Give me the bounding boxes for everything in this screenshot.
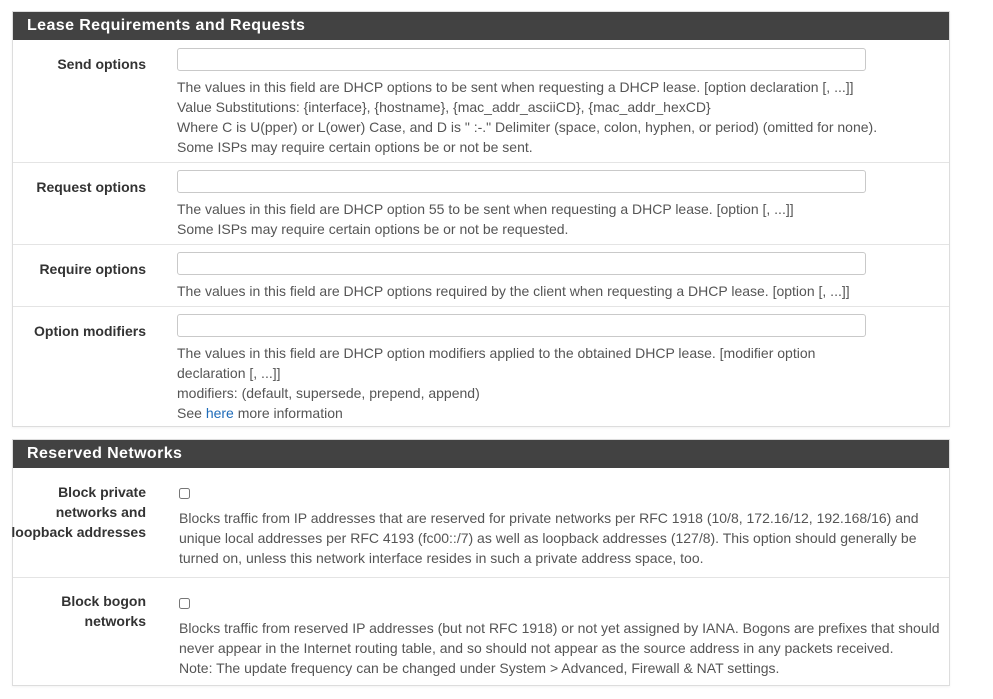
block-bogon-help: [179, 618, 941, 678]
option-modifiers-help-line: modifiers: (default, supersede, prepend, append): [177, 385, 480, 401]
send-options-help-line: Where C is U(pper) or L(ower) Case, and D is " :-." Delimiter (space, colon, hyphen, or period) (omitted for none).: [177, 119, 878, 135]
block-private-checkbox[interactable]: [179, 488, 190, 499]
lease-panel: [12, 11, 950, 427]
see-prefix: See: [177, 405, 206, 421]
send-options-help-line: Value Substitutions: {interface}, {hostname}, {mac_addr_asciiCD}, {mac_addr_hexCD}: [177, 99, 711, 115]
request-options-row: [13, 163, 949, 245]
option-modifiers-row: [13, 307, 949, 427]
block-private-field-group: [179, 488, 941, 568]
block-bogon-field-group: [179, 598, 941, 678]
option-modifiers-input[interactable]: [177, 314, 866, 337]
require-options-help: [177, 281, 939, 301]
request-options-help-line: Some ISPs may require certain options be or not be requested.: [177, 221, 569, 237]
block-bogon-row: [13, 578, 949, 686]
block-private-label: Block private networks and loopback addresses: [11, 484, 146, 540]
send-options-help: [177, 77, 939, 157]
block-bogon-help-line: Blocks traffic from reserved IP addresses (but not RFC 1918) or not yet assigned by IANA. Bogons are prefixes that should never appear in the Internet routing table, and so should not appear as the source address in any packets received.: [179, 620, 940, 656]
request-options-help-line: The values in this field are DHCP option 55 to be sent when requesting a DHCP lease. [option [, ...]]: [177, 201, 794, 217]
option-modifiers-help-line: The values in this field are DHCP option modifiers applied to the obtained DHCP lease. [modifier option declaration [, ...]]: [177, 345, 816, 381]
option-modifiers-help: [177, 343, 837, 423]
see-suffix: more information: [233, 405, 343, 421]
require-options-help-line: The values in this field are DHCP options required by the client when requesting a DHCP lease. [option [, ...]]: [177, 283, 850, 299]
send-options-input[interactable]: [177, 48, 866, 71]
send-options-label: Send options: [57, 56, 146, 72]
reserved-networks-panel-title: Reserved Networks: [13, 440, 949, 468]
send-options-help-line: Some ISPs may require certain options be or not be sent.: [177, 139, 533, 155]
request-options-label: Request options: [36, 179, 146, 195]
request-options-help: [177, 199, 877, 239]
require-options-row: [13, 245, 949, 307]
block-bogon-label: Block bogon networks: [61, 593, 146, 629]
block-bogon-help-line: Note: The update frequency can be changed under System > Advanced, Firewall & NAT settings.: [179, 660, 780, 676]
require-options-label: Require options: [39, 261, 146, 277]
require-options-input[interactable]: [177, 252, 866, 275]
request-options-input[interactable]: [177, 170, 866, 193]
require-options-field-group: [177, 252, 939, 301]
here-link[interactable]: here: [205, 405, 234, 421]
block-private-help: Blocks traffic from IP addresses that are reserved for private networks per RFC 1918 (10/8, 172.16/12, 192.168/16) and unique local addresses per RFC 4193 (fc00::/7) as well as loopback addresses (127/8). This option should generally be turned on, unless this network interface resides in such a private address space, too.: [179, 510, 919, 566]
request-options-field-group: [177, 170, 877, 239]
block-bogon-checkbox[interactable]: [179, 598, 190, 609]
option-modifiers-label: Option modifiers: [34, 323, 146, 339]
option-modifiers-see-more: [177, 403, 837, 423]
block-private-row: [13, 468, 949, 578]
reserved-networks-panel: [12, 439, 950, 686]
send-options-row: [13, 40, 949, 163]
lease-panel-title: Lease Requirements and Requests: [13, 12, 949, 40]
option-modifiers-field-group: [177, 314, 866, 423]
send-options-field-group: [177, 48, 939, 157]
send-options-help-line: The values in this field are DHCP options to be sent when requesting a DHCP lease. [option declaration [, ...]]: [177, 79, 854, 95]
